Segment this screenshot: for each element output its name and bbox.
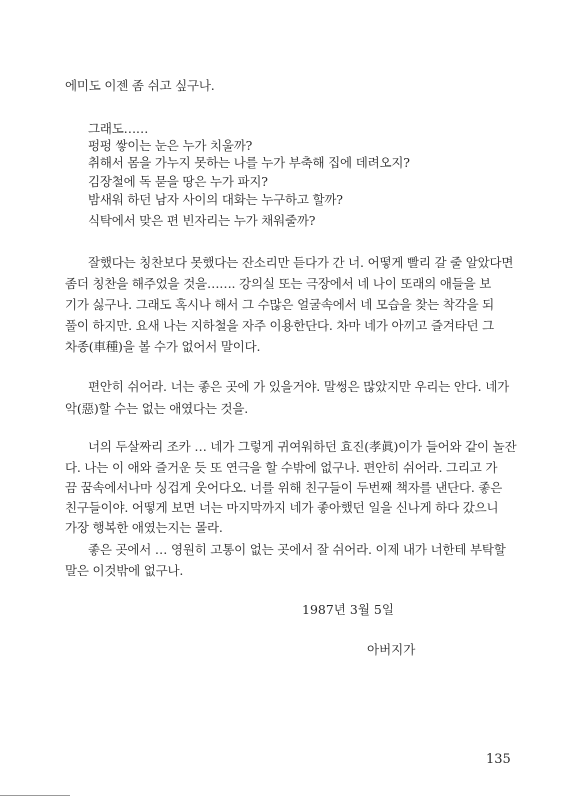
paragraph-line: 편안히 쉬어라. 너는 좋은 곳에 가 있을거야. 말썽은 많았지만 우리는 안다. 네가: [88, 379, 509, 394]
paragraph-line: 끔 꿈속에서나마 싱겁게 웃어다오. 너를 위해 친구들이 두번째 책자를 낸단다. 좋은: [65, 480, 503, 495]
paragraph-line: 가장 행복한 애였는지는 몰라.: [65, 520, 223, 535]
bottom-divider: [0, 795, 70, 796]
paragraph-line: 좋은 곳에서 … 영원히 고통이 없는 곳에서 잘 쉬어라. 이제 내가 너한테 부탁할: [88, 542, 506, 557]
stanza-line: 그래도……: [88, 121, 149, 136]
paragraph-line: 말은 이것밖에 없구나.: [65, 563, 184, 578]
letter-signature: 아버지가: [367, 642, 416, 657]
paragraph-line: 친구들이야. 어떻게 보면 너는 마지막까지 네가 좋아했던 일을 신나게 하다 갔으니: [65, 500, 499, 515]
paragraph-line: 악(惡)할 수는 없는 애였다는 것을.: [65, 401, 249, 416]
paragraph-line: 기가 싫구나. 그래도 혹시나 해서 그 수많은 얼굴속에서 네 모습을 찾는 착각을 되: [65, 297, 495, 312]
letter-date: 1987년 3월 5일: [302, 602, 394, 617]
stanza-line: 취해서 몸을 가누지 못하는 나를 누가 부축해 집에 데려오지?: [88, 155, 410, 170]
page-number: 135: [486, 752, 511, 767]
stanza-line: 펑펑 쌓이는 눈은 누가 치울까?: [88, 138, 253, 153]
paragraph-line: 잘했다는 칭찬보다 못했다는 잔소리만 듣다가 간 너. 어떻게 빨리 갈 줄 알았다면: [88, 255, 514, 270]
paragraph-line: 차종(車種)을 볼 수가 없어서 말이다.: [65, 339, 261, 354]
stanza-line: 밤새워 하던 남자 사이의 대화는 누구하고 할까?: [88, 192, 343, 207]
stanza-line: 김장철에 독 묻을 땅은 누가 파지?: [88, 174, 268, 189]
stanza-line: 식탁에서 맞은 편 빈자리는 누가 채워줄까?: [88, 213, 316, 228]
paragraph-line: 너의 두살짜리 조카 … 네가 그렇게 귀여워하던 효진(孝眞)이가 들어와 같이 놀잔: [88, 439, 517, 454]
paragraph-line: 다. 나는 이 애와 즐거운 듯 또 연극을 할 수밖에 없구나. 편안히 쉬어라. 그리고 가: [65, 460, 498, 475]
intro-line: 에미도 이젠 좀 쉬고 싶구나.: [65, 78, 215, 93]
paragraph-line: 풀이 하지만. 요새 나는 지하철을 자주 이용한단다. 차마 네가 아끼고 즐겨타던 그: [65, 318, 495, 333]
paragraph-line: 좀더 칭찬을 해주었을 것을……. 강의실 또는 극장에서 네 나이 또래의 애들을 보: [65, 276, 492, 291]
